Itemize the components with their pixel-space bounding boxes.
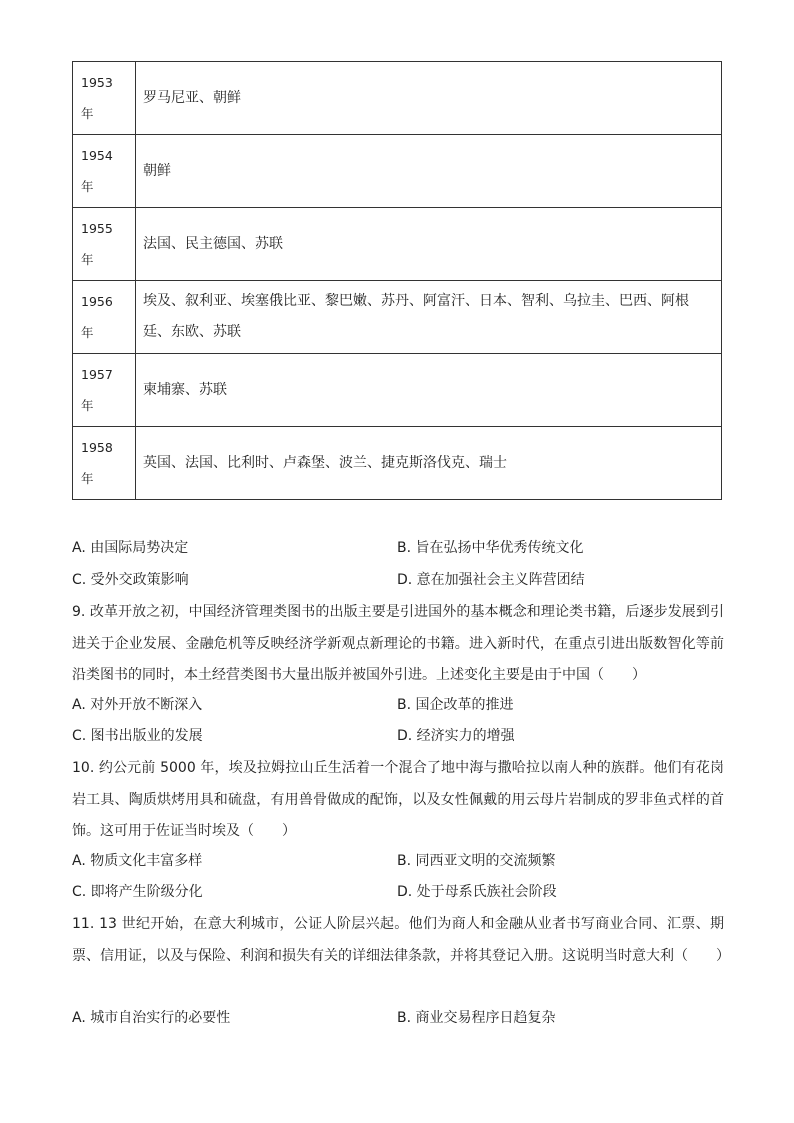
year-unit: 年 xyxy=(81,252,94,267)
year-unit: 年 xyxy=(81,179,94,194)
q10-option-c[interactable]: C. 即将产生阶级分化 xyxy=(72,884,203,900)
table-row xyxy=(73,427,722,500)
country-year-table xyxy=(72,61,722,500)
year-number: 1953 xyxy=(81,75,113,90)
q9-option-a[interactable]: A. 对外开放不断深入 xyxy=(72,697,203,713)
q8-option-c[interactable]: C. 受外交政策影响 xyxy=(72,572,189,588)
q8-option-b[interactable]: B. 旨在弘扬中华优秀传统文化 xyxy=(397,540,584,556)
year-number: 1954 xyxy=(81,148,113,163)
q11-option-a[interactable]: A. 城市自治实行的必要性 xyxy=(72,1010,231,1026)
table-row xyxy=(73,281,722,354)
year-unit: 年 xyxy=(81,398,94,413)
q8-option-d[interactable]: D. 意在加强社会主义阵营团结 xyxy=(397,572,585,588)
q9-option-c[interactable]: C. 图书出版业的发展 xyxy=(72,728,203,744)
q10-option-a[interactable]: A. 物质文化丰富多样 xyxy=(72,853,203,869)
q9-option-b[interactable]: B. 国企改革的推进 xyxy=(397,697,514,713)
year-number: 1957 xyxy=(81,367,113,382)
countries-cell: 英国、法国、比利时、卢森堡、波兰、捷克斯洛伐克、瑞士 xyxy=(136,427,722,500)
q10-stem: 10. 约公元前 5000 年，埃及拉姆拉山丘生活着一个混合了地中海与撒哈拉以南人种的族群。他们有花岗岩工具、陶质烘烤用具和硫盘，有用兽骨做成的配饰，以及女性佩戴的用云母片岩制成的罗非鱼式样的首饰。这可用于佐证当时埃及（ ） xyxy=(72,760,724,839)
countries-cell: 埃及、叙利亚、埃塞俄比亚、黎巴嫩、苏丹、阿富汗、日本、智利、乌拉圭、巴西、阿根廷、东欧、苏联 xyxy=(136,281,722,354)
year-unit: 年 xyxy=(81,471,94,486)
year-unit: 年 xyxy=(81,106,94,121)
q9-stem: 9. 改革开放之初，中国经济管理类图书的出版主要是引进国外的基本概念和理论类书籍，后逐步发展到引进关于企业发展、金融危机等反映经济学新观点新理论的书籍。进入新时代，在重点引进出版数智化等前沿类图书的同时，本土经营类图书大量出版并被国外引进。上述变化主要是由于中国（ ） xyxy=(72,604,724,683)
countries-cell: 法国、民主德国、苏联 xyxy=(136,208,722,281)
table-row xyxy=(73,62,722,135)
year-cell xyxy=(73,62,136,135)
year-number: 1956 xyxy=(81,294,113,309)
year-cell xyxy=(73,354,136,427)
year-cell xyxy=(73,208,136,281)
q8-option-a[interactable]: A. 由国际局势决定 xyxy=(72,540,189,556)
q11-option-b[interactable]: B. 商业交易程序日趋复杂 xyxy=(397,1010,556,1026)
year-unit: 年 xyxy=(81,325,94,340)
table-row xyxy=(73,354,722,427)
year-number: 1958 xyxy=(81,440,113,455)
year-cell xyxy=(73,135,136,208)
q11-stem: 11. 13 世纪开始，在意大利城市，公证人阶层兴起。他们为商人和金融从业者书写商业合同、汇票、期票、信用证，以及与保险、利润和损失有关的详细法律条款，并将其登记入册。这说明当时意大利（ ） xyxy=(72,916,730,964)
table-row xyxy=(73,208,722,281)
q9-option-d[interactable]: D. 经济实力的增强 xyxy=(397,728,515,744)
q10-option-d[interactable]: D. 处于母系氏族社会阶段 xyxy=(397,884,557,900)
countries-cell: 罗马尼亚、朝鲜 xyxy=(136,62,722,135)
q10-option-b[interactable]: B. 同西亚文明的交流频繁 xyxy=(397,853,556,869)
year-cell xyxy=(73,281,136,354)
year-cell xyxy=(73,427,136,500)
year-number: 1955 xyxy=(81,221,113,236)
countries-cell: 朝鲜 xyxy=(136,135,722,208)
table-row xyxy=(73,135,722,208)
countries-cell: 柬埔寨、苏联 xyxy=(136,354,722,427)
